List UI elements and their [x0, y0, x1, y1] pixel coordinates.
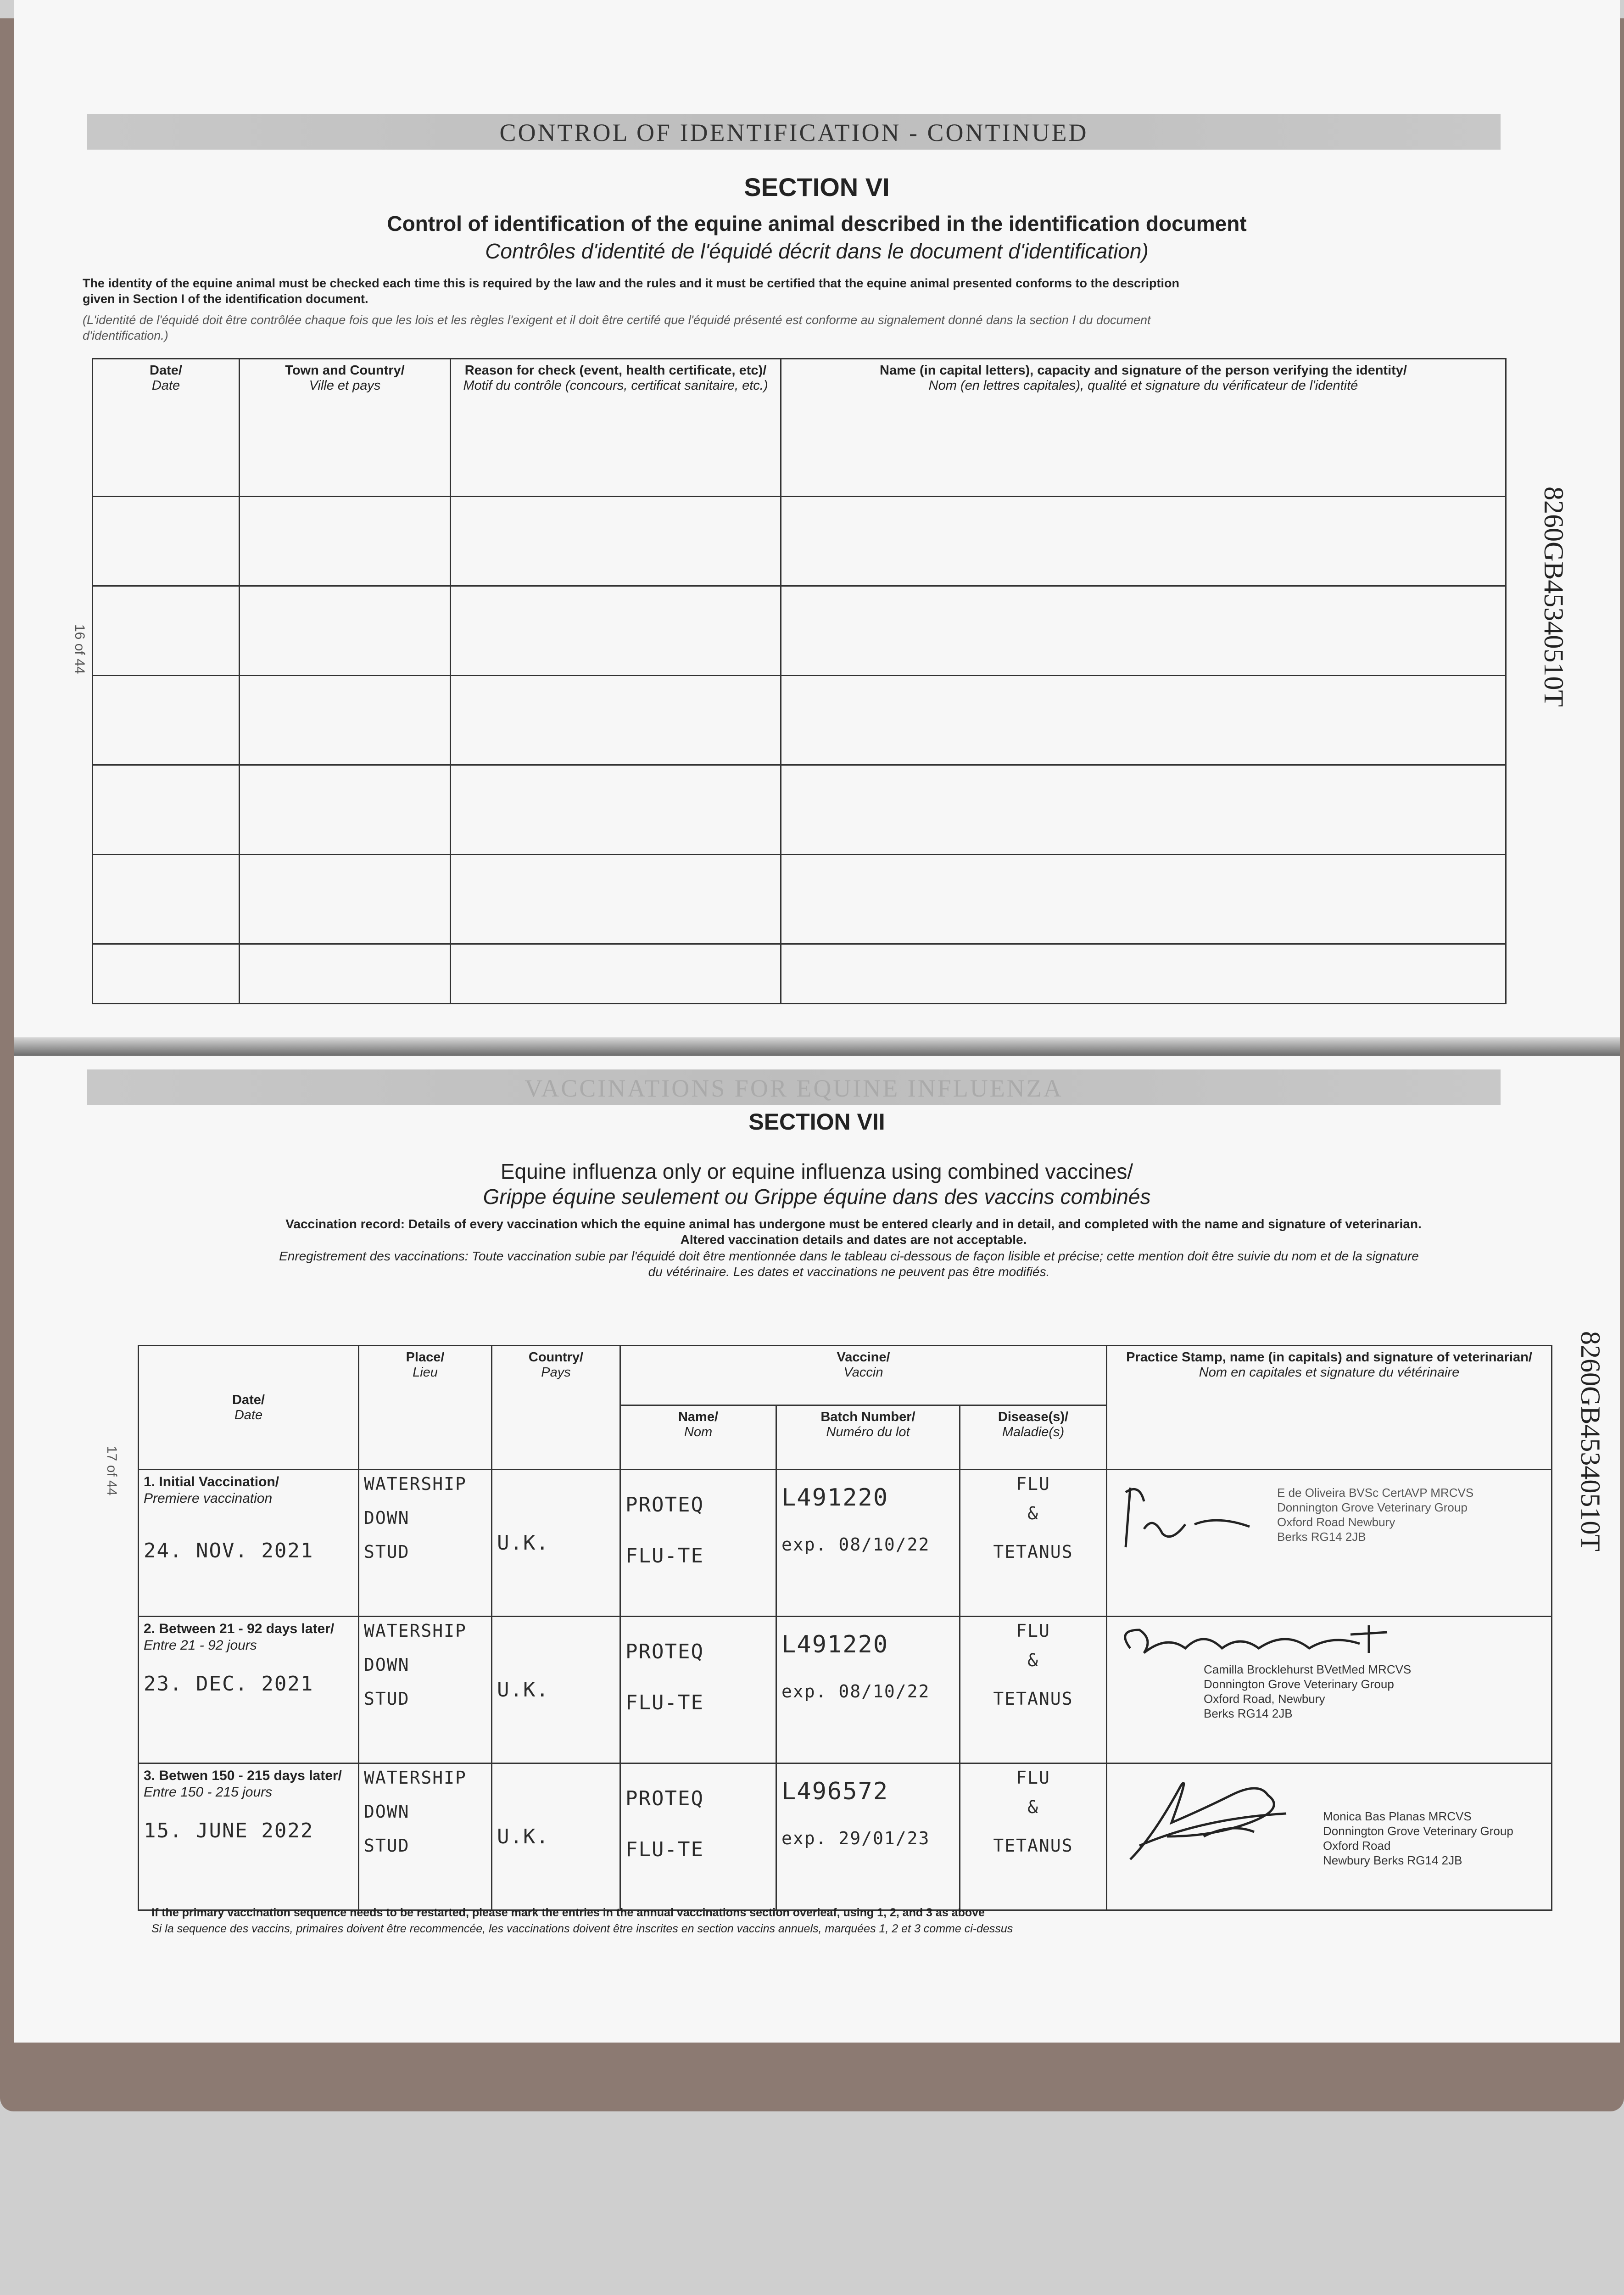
table-row	[93, 944, 1506, 1004]
vaccination-table	[138, 1345, 1552, 1911]
veterinarian-signature	[1112, 1621, 1396, 1662]
section-title: SECTION VII	[748, 1109, 885, 1135]
country-cell: U.K.	[492, 1617, 620, 1763]
identity-check-table	[92, 358, 1507, 1004]
table-row	[93, 855, 1506, 944]
vaccination-date: 24. NOV. 2021	[144, 1539, 314, 1562]
section-band: CONTROL OF IDENTIFICATION - CONTINUED	[87, 114, 1501, 150]
page-section-vii	[14, 1056, 1620, 2043]
place-cell: WATERSHIP DOWN STUD	[359, 1617, 492, 1763]
row-date-cell: 2. Between 21 - 92 days later/ Entre 21 - 92 jours 23. DEC. 2021	[139, 1617, 359, 1763]
record-fr: Enregistrement des vaccinations: Toute vaccination subie par l'équidé doit être mentionnée dans le tableau ci-dessous de façon lisible et précise; cette mention doit être suivie du nom et de la signature du vétérinaire. Les dates et vaccinations ne peuvent pas être modifiés.	[279, 1249, 1419, 1279]
passport-number: 8260GB45340510T	[1539, 487, 1569, 707]
col-town-country: Town and Country/ Ville et pays	[240, 359, 451, 497]
title-fr: Contrôles d'identité de l'équidé décrit dans le document d'identification)	[485, 239, 1149, 263]
batch-cell: L491220 exp. 08/10/22	[776, 1470, 960, 1617]
col-vaccine: Vaccine/ Vaccin	[620, 1346, 1107, 1405]
table-row	[93, 765, 1506, 855]
row-date-cell: 3. Betwen 150 - 215 days later/ Entre 150 - 215 jours 15. JUNE 2022	[139, 1763, 359, 1910]
country-cell: U.K.	[492, 1470, 620, 1617]
vaccine-name-cell: PROTEQ FLU-TE	[620, 1617, 776, 1763]
title-en: Equine influenza only or equine influenza using combined vaccines/	[500, 1159, 1133, 1183]
col-verifier: Name (in capital letters), capacity and signature of the person verifying the identity/ Nom (en lettres capitales), qualité et signature du vérificateur de l'identité	[781, 359, 1506, 497]
intro-fr: (L'identité de l'équidé doit être contrôlée chaque fois que les lois et les règles l'exigent et il doit être certifé que l'équidé présenté est conforme au signalement donné dans la section I du document d'identification.)	[83, 313, 1151, 342]
table-row	[93, 676, 1506, 765]
col-reason: Reason for check (event, health certificate, etc)/ Motif du contrôle (concours, certificat sanitaire, etc.)	[451, 359, 781, 497]
col-batch-number: Batch Number/ Numéro du lot	[776, 1405, 960, 1470]
col-practice-stamp: Practice Stamp, name (in capitals) and signature of veterinarian/ Nom en capitales et signature du vétérinaire	[1107, 1346, 1552, 1470]
section-title: SECTION VI	[744, 173, 890, 202]
record-en: Vaccination record: Details of every vaccination which the equine animal has undergone must be entered clearly and in detail, and completed with the name and signature of veterinarian. Altered vaccination details and dates are not acceptable.	[285, 1217, 1422, 1247]
section-band: VACCINATIONS FOR EQUINE INFLUENZA	[87, 1069, 1501, 1105]
vaccine-name-cell: PROTEQ FLU-TE	[620, 1470, 776, 1617]
place-cell: WATERSHIP DOWN STUD	[359, 1763, 492, 1910]
place-cell: WATERSHIP DOWN STUD	[359, 1470, 492, 1617]
table-row	[139, 1470, 1552, 1617]
footer-en: If the primary vaccination sequence needs to be restarted, please mark the entries in the annual vaccinations section overleaf, using 1, 2, and 3 as above	[151, 1906, 985, 1919]
table-row	[93, 586, 1506, 676]
footer-fr: Si la sequence des vaccins, primaires doivent être recommencée, les vaccinations doivent être inscrites en section vaccins annuels, marquées 1, 2 et 3 comme ci-dessus	[151, 1922, 1013, 1935]
passport-number: 8260GB45340510T	[1575, 1331, 1606, 1551]
col-place: Place/ Lieu	[359, 1346, 492, 1470]
veterinarian-signature	[1112, 1474, 1277, 1552]
col-vaccine-name: Name/ Nom	[620, 1405, 776, 1470]
country-cell: U.K.	[492, 1763, 620, 1910]
disease-cell: FLU & TETANUS	[960, 1470, 1107, 1617]
batch-cell: L496572 exp. 29/01/23	[776, 1763, 960, 1910]
col-country: Country/ Pays	[492, 1346, 620, 1470]
page-number: 17 of 44	[104, 1446, 119, 1496]
page-section-vi	[14, 0, 1620, 1051]
practice-stamp-cell	[1107, 1763, 1552, 1910]
vaccination-date: 15. JUNE 2022	[144, 1819, 314, 1842]
batch-cell: L491220 exp. 08/10/22	[776, 1617, 960, 1763]
page-number: 16 of 44	[72, 624, 87, 674]
title-en: Control of identification of the equine animal described in the identification document	[387, 212, 1247, 235]
practice-stamp: Camilla Brocklehurst BVetMed MRCVS Donnington Grove Veterinary Group Oxford Road, Newbury Berks RG14 2JB	[1204, 1662, 1412, 1720]
practice-stamp-cell	[1107, 1617, 1552, 1763]
table-row	[139, 1763, 1552, 1910]
vaccination-date: 23. DEC. 2021	[144, 1672, 314, 1696]
table-row	[139, 1617, 1552, 1763]
title-fr: Grippe équine seulement ou Grippe équine dans des vaccins combinés	[483, 1185, 1151, 1209]
row-date-cell: 1. Initial Vaccination/ Premiere vaccination 24. NOV. 2021	[139, 1470, 359, 1617]
practice-stamp: E de Oliveira BVSc CertAVP MRCVS Donnington Grove Veterinary Group Oxford Road Newbury Berks RG14 2JB	[1277, 1486, 1474, 1544]
col-disease: Disease(s)/ Maladie(s)	[960, 1405, 1107, 1470]
practice-stamp-cell	[1107, 1470, 1552, 1617]
disease-cell: FLU & TETANUS	[960, 1617, 1107, 1763]
vaccine-name-cell: PROTEQ FLU-TE	[620, 1763, 776, 1910]
veterinarian-signature	[1112, 1768, 1323, 1878]
table-row	[93, 497, 1506, 586]
disease-cell: FLU & TETANUS	[960, 1763, 1107, 1910]
practice-stamp: Monica Bas Planas MRCVS Donnington Grove Veterinary Group Oxford Road Newbury Berks RG14 2JB	[1323, 1809, 1513, 1867]
col-date: Date/ Date	[139, 1346, 359, 1470]
col-date: Date/ Date	[93, 359, 240, 497]
intro-en: The identity of the equine animal must be checked each time this is required by the law and the rules and it must be certified that the equine animal presented conforms to the description given in Section I of the identification document.	[83, 276, 1179, 306]
